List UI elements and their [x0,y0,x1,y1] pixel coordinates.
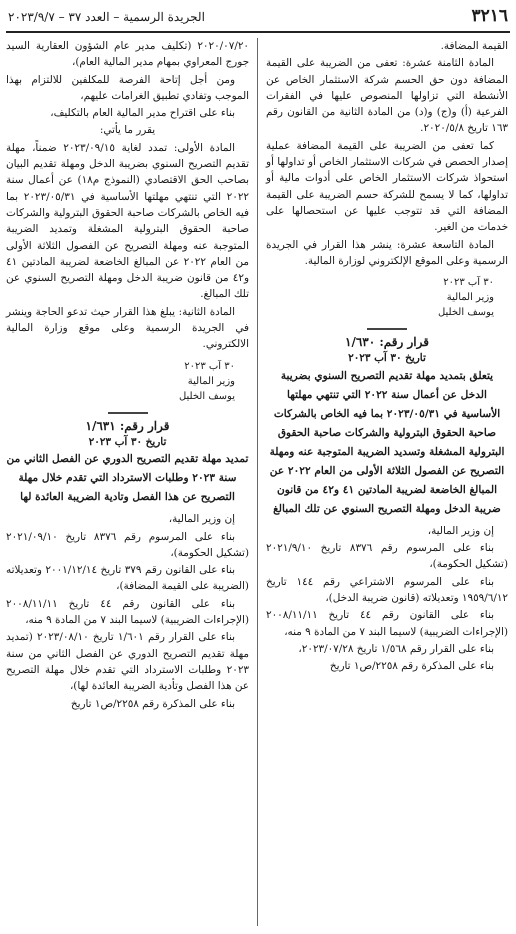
section-separator [108,412,148,414]
signature-date: ٣٠ آب ٢٠٢٣ [184,360,235,372]
recital: إن وزير المالية، [168,513,235,526]
column-divider [257,38,258,926]
decision-date: تاريخ ٣٠ آب ٢٠٢٣ [88,435,167,448]
recital: بناء على القرار رقم ١/٥٦٨ تاريخ ٢٠٢٣/٠٧/٢٨، [298,642,494,655]
text-line: بناء على اقتراح مدير المالية العام بالتكليف، [50,107,235,120]
decision-number: قرار رقم: ١/٦٣١ [85,418,170,433]
paragraph: كما تعفى من الضريبة على القيمة المضافة عملية إصدار الحصص في شركات الاستثمار الخاص أو تداولها أو استحواذ شركات الاستثمار الخاص على أدوات مالية أو تداولها، كما لا يسمح للشركة حسم الضريبة على القيمة المضافة التي قد تتوجب عليها عن استحصالها على خدمات من الغير. [266,139,508,234]
decision-subject: يتعلق بتمديد مهلة تقديم التصريح السنوي بضريبة الدخل عن أعمال سنة ٢٠٢٢ التي تنتهي مهلتها الأساسية في ٢٠٢٣/٠٥/٣١ بما فيه الخاص بالشركات صاحبة الحقوق البترولية والشركات صاحبة الحقوق البترولية المشغلة وتسديد الضريبة المتوجبة عنه ومهلة التصريح عن الفصول الثلاثة الأولى من العام ٢٠٢٢ عن المبالغ الخاضعة لضريبة المادتين ٤١ و٤٢ من قانون ضريبة الدخل ومهلة التصريح السنوي عن تلك المبالغ [269,369,505,515]
section-separator [367,328,407,330]
article-1: المادة الأولى: تمدد لغاية ٢٠٢٣/٠٩/١٥ ضمناً، مهلة تقديم التصريح السنوي بضريبة الدخل ومهلة تقديم البيان بصاحب الحق الاقتصادي (النموذج م١٨) عن أعمال سنة ٢٠٢٢ التي تنتهي مهلتها الأساسية في ٢٠٢٣/٠٥/٣١ بما فيه الخاص بالشركات صاحبة الحقوق البترولية والشركات صاحبة الحقوق البترولية المشغلة وتمديد الضريبة المتوجبة عنه ومهلة التصريح عن الفصول الثلاثة الأولى من العام ٢٠٢٢ عن المبالغ الخاضعة لضريبة المادتين ٤١ و٤٢ من قانون ضريبة الدخل ومهلة التصريح السنوي عن تلك المبالغ. [6,141,249,301]
recital: إن وزير المالية، [427,524,494,537]
text-line: ٢٠٢٠/٠٧/٢٠ (تكليف مدير عام الشؤون العقارية السيد جورج المعراوي بمهام مدير المالية العام)، [6,40,249,69]
article-19: المادة التاسعة عشرة: ينشر هذا القرار في الجريدة الرسمية وعلى الموقع الإلكتروني لوزارة المالية. [266,238,508,267]
signature-block [266,275,494,320]
signature-date: ٣٠ آب ٢٠٢٣ [443,277,494,289]
signature-name: يوسف الخليل [178,390,235,402]
recital: بناء على المرسوم رقم ٨٣٧٦ تاريخ ٢٠٢١/٩/١٠ (تشكيل الحكومة)، [266,542,508,571]
text-line: القيمة المضافة. [440,40,508,52]
recital: بناء على القرار رقم ١/٦٠١ تاريخ ٢٠٢٣/٠٨/١٠ (تمديد مهلة تقديم التصريح الدوري عن الفصل الثاني من سنة ٢٠٢٣ وطلبات الاسترداد التي تقدم خلال مهلة التصريح عن هذا الفصل وتأدية الضريبة العائدة لها)، [6,631,249,693]
header-rule [6,31,510,33]
recital: بناء على القانون رقم ٤٤ تاريخ ٢٠٠٨/١١/١١ (الإجراءات الضريبية) لاسيما البند ٧ من المادة ٩ منه، [6,597,249,627]
article-18: المادة الثامنة عشرة: تعفى من الضريبة على القيمة المضافة دون حق الحسم شركة الاستثمار الخاص عن الأنشطة التي تزاولها المنصوص عليها في الفقرات الفرعية (أ) و(ج) و(د) من المادة الثانية من القانون رقم ١٦٣ تاريخ ٢٠٢٠/٥/٨. [266,57,508,135]
right-column [266,38,508,930]
decision-subject: تمديد مهلة تقديم التصريح الدوري عن الفصل الثاني من سنة ٢٠٢٣ وطلبات الاسترداد التي تقدم خلال مهلة التصريح عن هذا الفصل وتادية الضريبة العائدة لها [6,453,249,504]
signature-block [6,359,235,404]
running-head: الجريدة الرسمية – العدد ٣٧ – ٢٠٢٣/٩/٧ [8,10,205,24]
decision-date: تاريخ ٣٠ آب ٢٠٢٣ [348,352,426,365]
page-header [6,4,510,32]
recital: بناء على المذكرة رقم ٢٢٥٨/ص١ تاريخ [329,660,494,673]
signature-title: وزير المالية [446,292,494,304]
recital: بناء على القانون رقم ٣٧٩ تاريخ ٢٠٠١/١٢/١٤ وتعديلاته (الضريبة على القيمة المضافة)، [6,564,249,593]
recital: بناء على القانون رقم ٤٤ تاريخ ٢٠٠٨/١١/١١ (الإجراءات الضريبية) لاسيما البند ٧ من المادة ٩ منه، [266,609,508,638]
recital: بناء على المرسوم رقم ٨٣٧٦ تاريخ ٢٠٢١/٠٩/١٠ (تشكيل الحكومة)، [6,530,249,559]
left-column [6,38,249,930]
signature-name: يوسف الخليل [437,307,494,319]
text-line: ومن أجل إتاحة الفرصة للمكلفين للالتزام بهذا الموجب وتفادي تطبيق الغرامات عليهم، [6,73,249,102]
decides-line: يقرر ما يأتي: [99,124,156,137]
article-2: المادة الثانية: يبلغ هذا القرار حيث تدعو الحاجة وينشر في الجريدة الرسمية وعلى موقع وزارة المالية الالكتروني. [6,305,249,351]
recital: بناء على المذكرة رقم ٢٢٥٨/ص١ تاريخ [70,697,235,710]
decision-number: قرار رقم: ١/٦٣٠ [345,335,429,350]
signature-title: وزير المالية [187,375,235,387]
recital: بناء على المرسوم الاشتراعي رقم ١٤٤ تاريخ ١٩٥٩/٦/١٢ وتعديلاته (قانون ضريبة الدخل)، [266,575,508,604]
page-number: ٣٢١٦ [471,6,508,26]
